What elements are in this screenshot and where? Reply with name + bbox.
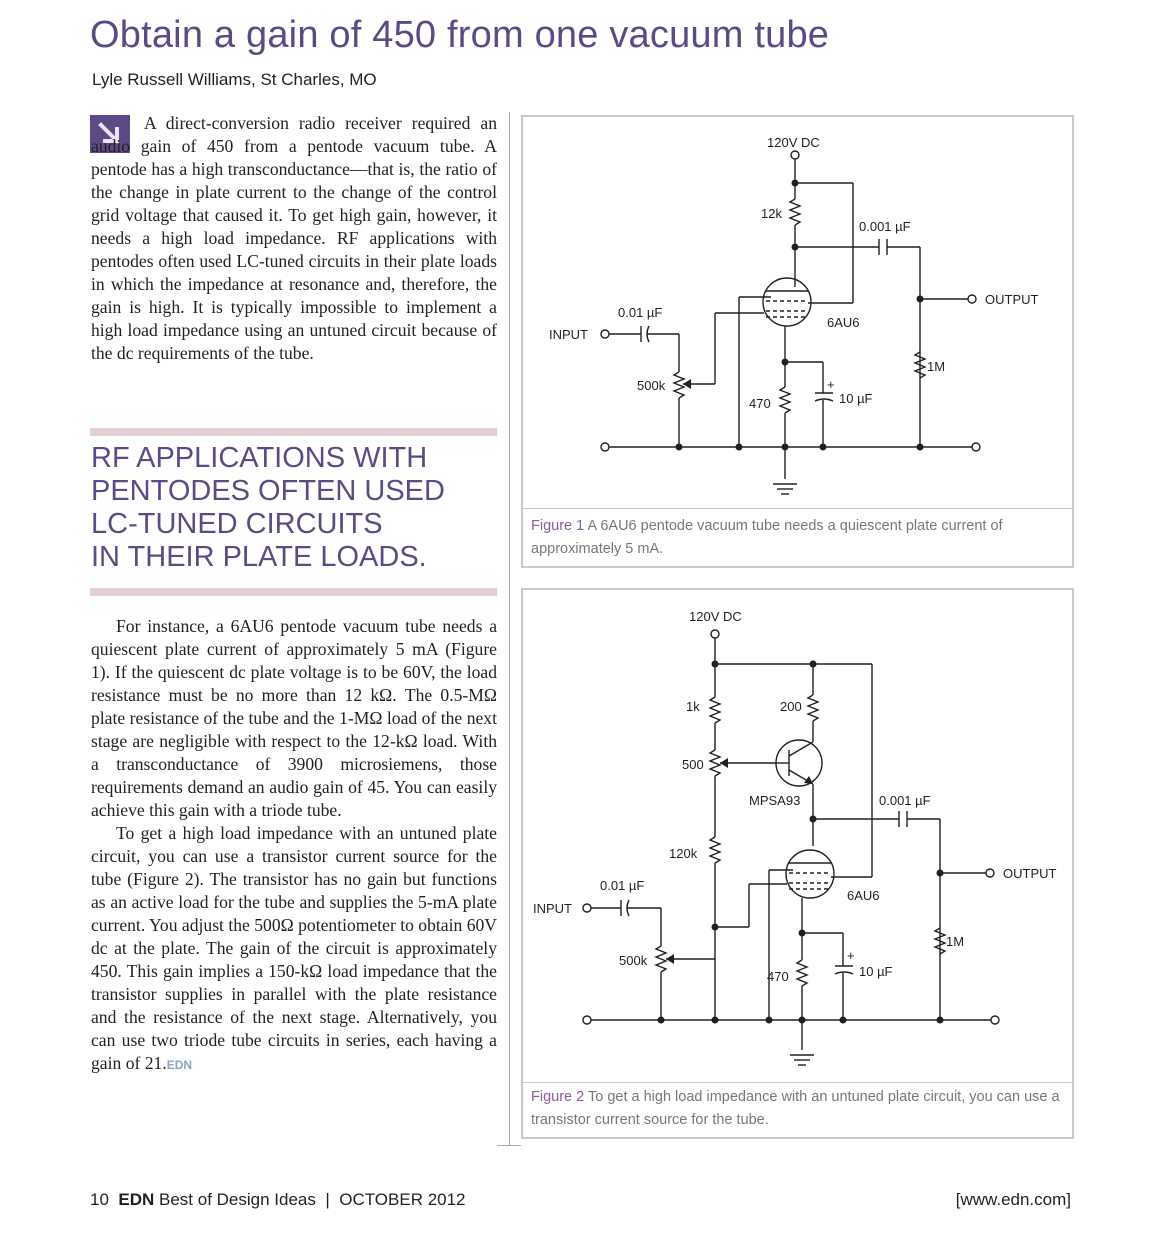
column-divider-tick <box>497 1145 521 1146</box>
tube-label: 6AU6 <box>847 888 880 903</box>
figure-1 <box>521 115 1074 568</box>
supply-label: 120V DC <box>767 135 820 150</box>
footer-brand: EDN <box>118 1190 155 1209</box>
figure-2-caption: Figure 2 To get a high load impedance with an untuned plate circuit, you can use a transistor current source for the tube. <box>531 1089 1060 1128</box>
figure-1-caption: Figure 1 A 6AU6 pentode vacuum tube needs a quiescent plate current of approximately 5 mA. <box>531 518 1003 557</box>
figure-2-caption-rule <box>523 1082 1072 1083</box>
output-resistor-label: 1M <box>946 934 965 949</box>
input-label: INPUT <box>549 327 588 342</box>
input-cap-label: 0.01 µF <box>600 878 645 893</box>
paragraph-figure2: To get a high load impedance with an untuned plate circuit, you can use a transistor current source for the tube (Figure 2). The transistor has no gain but functions as an active load for the tube and supplies the 5-mA plate current. You adjust the 500Ω potentiometer to obtain 60V dc at the plate. The gain of the circuit is approximately 450. This gain implies a 150-kΩ load impedance that the transistor supplies in parallel with the plate resistance and the resistance of the next stage. Alternatively, you can use two triode tube circuits in series, each having a gain of 21.EDN <box>91 823 497 1073</box>
output-resistor-label: 1M <box>927 359 946 374</box>
coupling-cap-label: 0.001 µF <box>879 793 931 808</box>
pot-label: 500k <box>637 378 666 393</box>
coupling-cap-label: 0.001 µF <box>859 219 911 234</box>
output-label: OUTPUT <box>985 292 1039 307</box>
tube-label: 6AU6 <box>827 315 860 330</box>
resistor-load-label: 12k <box>761 206 782 221</box>
pullquote-line: IN THEIR PLATE LOADS. <box>91 541 427 573</box>
bypass-plus-label: + <box>847 948 855 963</box>
resistor-1k-label: 1k <box>686 699 700 714</box>
article-title: Obtain a gain of 450 from one vacuum tube <box>90 14 830 56</box>
footer-date: OCTOBER 2012 <box>339 1190 466 1209</box>
column-divider <box>509 112 510 1145</box>
pot-500k-label: 500k <box>619 953 648 968</box>
resistor-200-label: 200 <box>780 699 802 714</box>
footer-publication: Best of Design Ideas <box>159 1190 316 1209</box>
cathode-resistor-label: 470 <box>767 969 789 984</box>
footer-left <box>90 1190 466 1210</box>
footer-separator: | <box>325 1190 330 1209</box>
page-number: 10 <box>90 1190 109 1209</box>
cathode-resistor-label: 470 <box>749 396 771 411</box>
body-text <box>91 615 497 1077</box>
input-label: INPUT <box>533 901 572 916</box>
pullquote-top-rule <box>90 428 497 436</box>
bypass-cap-label: 10 µF <box>859 964 893 979</box>
transistor-label: MPSA93 <box>749 793 801 808</box>
figure-2 <box>521 588 1074 1139</box>
edn-end-mark: EDN <box>166 1058 193 1072</box>
input-cap-label: 0.01 µF <box>618 305 663 320</box>
pullquote <box>91 442 497 574</box>
footer-url: [www.edn.com] <box>955 1190 1071 1209</box>
pullquote-line: LC-TUNED CIRCUITS <box>91 508 383 540</box>
paragraph-figure1: For instance, a 6AU6 pentode vacuum tube needs a quiescent plate current of approximately 5 mA (Figure 1). If the quiescent dc plate voltage is to be 60V, the load resistance must be no more than 12 kΩ. The 0.5-MΩ plate resistance of the tube and the 1-MΩ load of the next stage are negligible with respect to the 12-kΩ load. With a transconductance of 3900 microsiemens, those requirements demand an audio gain of 45. You can easily achieve this gain with a triode tube. <box>91 616 497 820</box>
resistor-120k-label: 120k <box>669 846 698 861</box>
supply-label: 120V DC <box>689 609 742 624</box>
output-label: OUTPUT <box>1003 866 1057 881</box>
pot-500-label: 500 <box>682 757 704 772</box>
figure-1-schematic <box>523 117 1072 507</box>
bypass-plus-label: + <box>827 377 835 392</box>
bypass-cap-label: 10 µF <box>839 391 873 406</box>
figure-2-schematic <box>523 590 1072 1080</box>
pullquote-line: RF APPLICATIONS WITH <box>91 442 428 474</box>
article-byline: Lyle Russell Williams, St Charles, MO <box>92 70 377 89</box>
intro-paragraph: A direct-conversion radio receiver required an audio gain of 450 from a pentode vacuum tube. A pentode has a high transconductance—that is, the ratio of the change in plate current to the change of the control grid voltage that caused it. To get high gain, however, it needs a high load impedance. RF applications with pentodes often used LC-tuned circuits in their plate loads in which the impedance at resonance and, therefore, the gain is high. It is typically impossible to implement a high load impedance using an untuned circuit because of the dc requirements of the tube. <box>91 113 497 363</box>
figure-1-caption-rule <box>523 508 1072 509</box>
pullquote-line: PENTODES OFTEN USED <box>91 475 445 507</box>
pullquote-bottom-rule <box>90 588 497 596</box>
